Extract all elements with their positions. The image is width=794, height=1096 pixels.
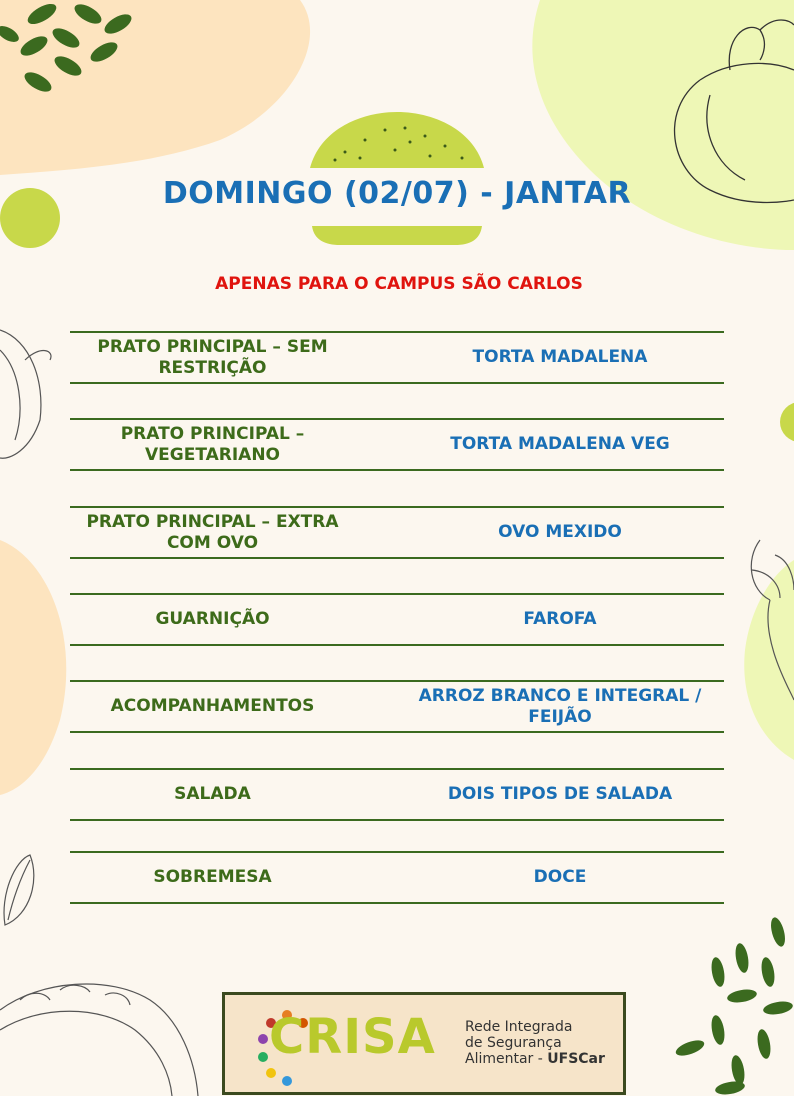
page-title: DOMINGO (02/07) - JANTAR xyxy=(162,176,632,211)
menu-value: DOCE xyxy=(533,867,587,887)
menu-value: OVO MEXIDO xyxy=(498,522,622,542)
tagline-line-3: Alimentar - UFSCar xyxy=(465,1051,605,1067)
menu-row xyxy=(70,768,724,821)
bun-bottom-icon xyxy=(312,226,482,245)
menu-label: PRATO PRINCIPAL – VEGETARIANO xyxy=(120,423,305,465)
menu-label: GUARNIÇÃO xyxy=(155,609,270,629)
taco-outline-icon xyxy=(0,984,198,1096)
menu-row xyxy=(70,418,724,471)
peach-blob-left xyxy=(0,540,66,795)
menu-label: SOBREMESA xyxy=(153,867,272,887)
lime-blob-right xyxy=(744,560,794,760)
lettuce-outline-icon xyxy=(0,330,51,458)
menu-value: FAROFA xyxy=(523,609,597,629)
menu-label: PRATO PRINCIPAL – SEM RESTRIÇÃO xyxy=(97,336,328,378)
menu-label: SALADA xyxy=(174,784,251,804)
menu-label: PRATO PRINCIPAL – EXTRA COM OVO xyxy=(86,511,339,553)
lime-circle-right xyxy=(780,402,794,442)
crisa-logo xyxy=(222,992,626,1095)
crisa-wordmark: CRISA xyxy=(269,1009,436,1065)
menu-row xyxy=(70,506,724,559)
menu-value: DOIS TIPOS DE SALADA xyxy=(447,784,673,804)
menu-row xyxy=(70,331,724,384)
leaf-outline-icon xyxy=(4,855,34,925)
crisa-tagline xyxy=(465,1019,605,1067)
menu-row xyxy=(70,851,724,904)
menu-value: TORTA MADALENA VEG xyxy=(450,434,670,454)
menu-label: ACOMPANHAMENTOS xyxy=(110,696,315,716)
menu-value: TORTA MADALENA xyxy=(472,347,648,367)
tagline-line-2: de Segurança xyxy=(465,1035,562,1051)
menu-value: ARROZ BRANCO E INTEGRAL / FEIJÃO xyxy=(418,685,702,727)
lime-blob-top-right xyxy=(532,0,794,250)
menu-row xyxy=(70,593,724,646)
tagline-line-1: Rede Integrada xyxy=(465,1019,573,1035)
menu-row xyxy=(70,680,724,733)
campus-notice: APENAS PARA O CAMPUS SÃO CARLOS xyxy=(215,274,583,294)
